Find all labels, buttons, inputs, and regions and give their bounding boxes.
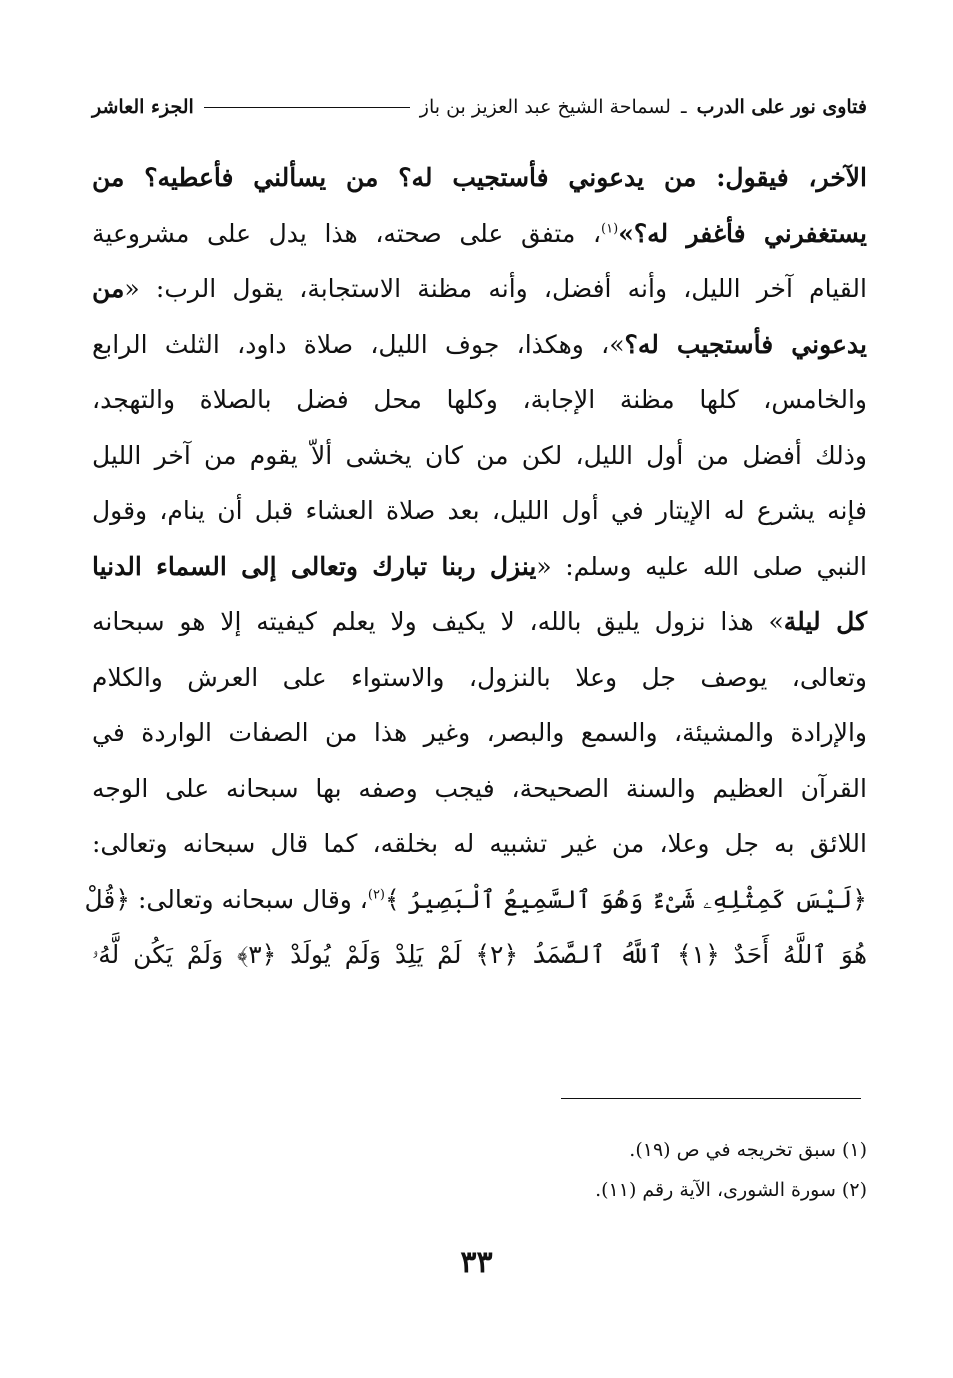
text-line	[92, 261, 867, 317]
book-title: فتاوى نور على الدرب	[696, 96, 867, 118]
text-segment: »، وهكذا، جوف الليل، صلاة داود، الثلث الرابع	[92, 329, 625, 359]
text-line	[92, 372, 867, 428]
quran-verse: هُوَ ٱللَّهُ أَحَدٌ ﴿١﴾ ٱللَّهُ ٱلصَّمَدُ ﴿٢﴾ لَمْ يَلِدْ وَلَمْ يُولَدْ ﴿٣﴾ وَلَمْ يَكُن لَّهُۥ	[92, 940, 868, 969]
header-book-title	[420, 96, 867, 118]
text-line	[92, 816, 867, 872]
text-segment: يدعوني فأستجيب له؟	[624, 329, 867, 359]
text-line	[92, 594, 867, 650]
text-segment: كل ليلة	[783, 607, 867, 636]
text-line	[92, 206, 867, 262]
quran-verse: ﴿لَيْسَ كَمِثْلِهِۦ شَىْءٌ وَهُوَ ٱلسَّمِيعُ ٱلْبَصِيرُ ﴾	[385, 884, 867, 914]
text-segment: من	[92, 274, 125, 303]
text-line	[92, 650, 867, 706]
text-segment: القرآن العظيم والسنة الصحيحة، فيجب وصفه بها سبحانه على الوجه	[92, 773, 867, 803]
text-segment: اللائق به جل وعلا، من غير تشبيه له بخلقه، كما قال سبحانه وتعالى:	[92, 829, 867, 858]
text-segment: فإنه يشرع له الإيتار في أول الليل، بعد صلاة العشاء قبل أن ينام، وقول	[92, 496, 867, 525]
footnote-ref: (٢)	[367, 887, 385, 903]
footnote-ref: (١)	[601, 221, 619, 237]
text-segment: ، متفق على صحته، هذا يدل على مشروعية	[92, 218, 602, 248]
page-number: ٣٣	[460, 1245, 493, 1280]
text-segment: وتعالى، يوصف جل وعلا بالنزول، والاستواء على العرش والكلام	[92, 662, 867, 692]
text-segment: ينزل ربنا تبارك وتعالى إلى السماء الدنيا	[92, 551, 537, 581]
text-segment: الآخر، فيقول: من يدعوني فأستجيب له؟ من يسألني فأعطيه؟ من	[92, 163, 867, 192]
text-segment: وذلك أفضل من أول الليل، لكن من كان يخشى ألاّ يقوم من آخر الليل	[92, 440, 867, 470]
text-line	[92, 927, 867, 983]
text-segment: » هذا نزول يليق بالله، لا يكيف ولا يعلم كيفيته إلا هو سبحانه	[92, 607, 784, 636]
text-line	[92, 483, 867, 539]
text-segment: القيام آخر الليل، وأنه أفضل، وأنه مظنة الاستجابة، يقول الرب: «	[124, 274, 867, 303]
text-line	[92, 428, 867, 484]
footnote-rule	[561, 1098, 861, 1099]
volume-label: الجزء العاشر	[92, 96, 194, 118]
text-segment: والإرادة والمشيئة، والسمع والبصر، وغير هذا من الصفات الواردة في	[92, 718, 867, 747]
text-line	[92, 539, 867, 595]
text-line	[84, 872, 867, 928]
text-line	[92, 761, 867, 817]
text-segment: يستغفرني فأغفر له؟»	[618, 218, 867, 248]
text-segment: والخامس، كلها مظنة الإجابة، وكلها محل فضل بالصلاة والتهجد،	[92, 385, 867, 414]
header-rule	[204, 107, 410, 108]
footnote-2: (٢) سورة الشورى، الآية رقم (١١).	[595, 1179, 867, 1201]
text-line	[92, 150, 867, 206]
author-credit: لسماحة الشيخ عبد العزيز بن باز	[419, 96, 671, 118]
header-separator: ـ	[681, 96, 687, 118]
running-header	[92, 88, 867, 126]
text-segment: النبي صلى الله عليه وسلم: «	[536, 551, 868, 581]
footnote-1: (١) سبق تخريجه في ص (١٩).	[629, 1139, 867, 1161]
quran-verse: ﴿قُلْ	[84, 884, 130, 914]
footnotes	[92, 1130, 867, 1210]
text-segment: ، وقال سبحانه وتعالى:	[130, 884, 368, 914]
body-text	[84, 150, 868, 983]
text-line	[92, 317, 867, 373]
text-line	[92, 705, 867, 761]
